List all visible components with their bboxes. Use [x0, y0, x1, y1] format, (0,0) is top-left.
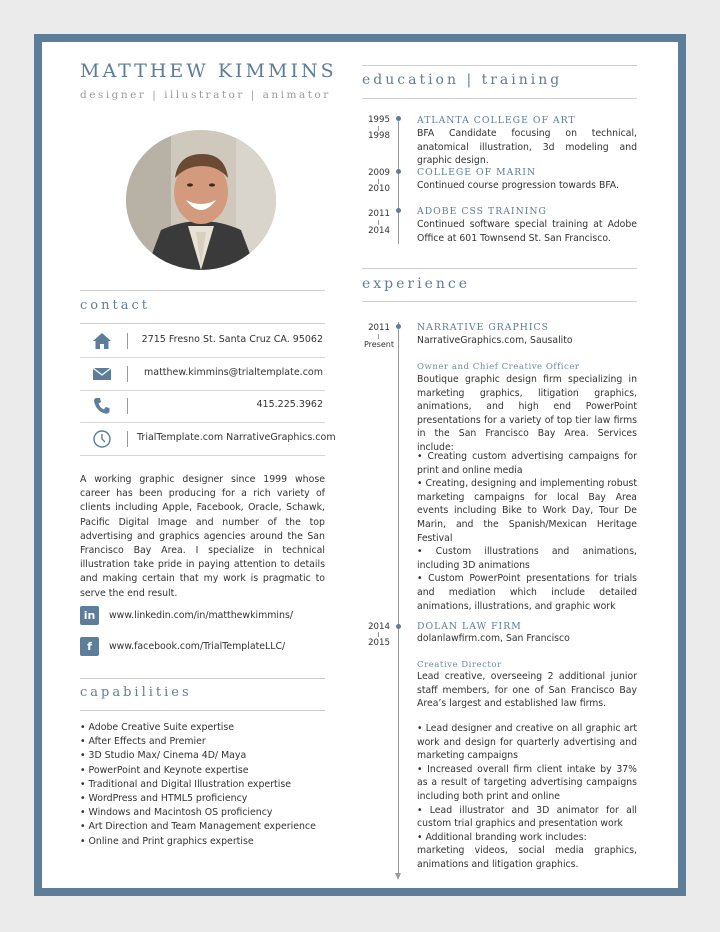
- linkedin-row: [80, 606, 325, 628]
- job-end-year: 2015: [368, 638, 390, 648]
- job-start-year: 2014: [368, 622, 390, 632]
- candidate-roles: designer | illustrator | animator: [80, 89, 331, 101]
- edu-description: BFA Candidate focusing on technical, anatomical illustration, 3d modeling and graphic design.: [417, 128, 637, 167]
- capabilities-list: [80, 721, 316, 849]
- edu-start-year: 1995: [368, 115, 390, 125]
- job-company: NARRATIVE GRAPHICS: [417, 322, 550, 333]
- edu-end-year: 2014: [368, 226, 390, 236]
- timeline-dot: [396, 169, 401, 174]
- capability-item: • Art Direction and Team Management experience: [80, 821, 316, 833]
- candidate-name: MATTHEW KIMMINS: [80, 60, 337, 82]
- education-title: education | training: [362, 72, 563, 88]
- job-end-year: Present: [363, 340, 394, 349]
- contact-separator: [127, 366, 128, 382]
- education-timeline: [398, 116, 399, 244]
- capability-item: • Traditional and Digital Illustration expertise: [80, 778, 291, 790]
- job-location: dolanlawfirm.com, San Francisco: [417, 633, 570, 644]
- experience-title-rule: [362, 301, 637, 302]
- experience-title: experience: [362, 276, 471, 292]
- experience-top-rule: [362, 268, 637, 269]
- capability-item: • 3D Studio Max/ Cinema 4D/ Maya: [80, 750, 247, 762]
- contact-title-rule: [80, 323, 325, 324]
- about-paragraph: A working graphic designer since 1999 whose career has been producing for a rich variety of clients including Apple, Facebook, Oracle, Schawk, Pacific Digital Image and number of the top advertising and graphics agencies around the San Francisco Bay Area. I specialize in technical illustration take pride in paying attention to details and making certain that my work is pragmatic to serve the end result.: [80, 474, 325, 599]
- job-start-year: 2011: [368, 323, 390, 333]
- year-dash: [378, 334, 379, 339]
- phone-text: 415.225.3962: [256, 399, 323, 410]
- timeline-arrow-icon: [395, 873, 401, 880]
- portrait-illustration: [126, 130, 276, 270]
- contact-email-row: [80, 358, 325, 391]
- linkedin-link[interactable]: www.linkedin.com/in/matthewkimmins/: [109, 610, 293, 621]
- address-text: 2715 Fresno St. Santa Cruz CA. 95062: [141, 334, 323, 345]
- edu-description: Continued software special training at Adobe Office at 601 Townsend St. San Francisco.: [417, 219, 637, 244]
- capability-item: • Adobe Creative Suite expertise: [80, 722, 235, 733]
- home-icon: [92, 332, 112, 350]
- edu-start-year: 2009: [368, 168, 390, 178]
- contact-address-row: [80, 325, 325, 358]
- contact-title: contact: [80, 298, 150, 313]
- contact-separator: [127, 431, 128, 447]
- profile-photo: [126, 130, 276, 270]
- capabilities-title-rule: [80, 710, 325, 711]
- capability-item: • WordPress and HTML5 proficiency: [80, 793, 248, 805]
- clock-icon: [92, 430, 112, 448]
- experience-timeline: [398, 322, 399, 874]
- capability-item: • PowerPoint and Keynote expertise: [80, 764, 249, 776]
- edu-end-year: 2010: [368, 184, 390, 194]
- facebook-link[interactable]: www.facebook.com/TrialTemplateLLC/: [109, 641, 286, 652]
- timeline-dot: [396, 208, 401, 213]
- websites-text[interactable]: TrialTemplate.com NarrativeGraphics.com: [137, 432, 336, 443]
- edu-school-name: COLLEGE OF MARIN: [417, 167, 537, 178]
- timeline-dot: [396, 624, 401, 629]
- edu-school-name: ATLANTA COLLEGE OF ART: [417, 115, 576, 126]
- job-role: Owner and Chief Creative Officer: [417, 362, 580, 372]
- year-dash: [378, 632, 379, 637]
- facebook-icon: f: [80, 637, 99, 656]
- timeline-dot: [396, 324, 401, 329]
- capability-item: • After Effects and Premier: [80, 736, 206, 748]
- job-bullets: • Lead designer and creative on all graphic art work and design for quarterly advertising and marketing campaigns • Increased overall firm client intake by 37% as a result of targeting advertising campaigns including both print and online • Lead illustrator and 3D animator for all custom trial graphics and presentation work • Additional branding work includes: marketing videos, social media graphics, animations and litigation graphics.: [417, 723, 637, 870]
- job-summary: Lead creative, overseeing 2 additional junior staff members, for one of San Francisco Bay Area’s largest and established law firms.: [417, 671, 637, 710]
- contact-separator: [127, 333, 128, 349]
- timeline-dot: [396, 116, 401, 121]
- contact-phone-row: [80, 390, 325, 423]
- capability-item: • Online and Print graphics expertise: [80, 835, 254, 847]
- edu-school-name: ADOBE CSS TRAINING: [417, 206, 547, 217]
- job-location: NarrativeGraphics.com, Sausalito: [417, 335, 573, 346]
- facebook-row: [80, 637, 325, 659]
- capability-item: • Windows and Macintosh OS proficiency: [80, 807, 273, 819]
- job-summary: Boutique graphic design firm specializing in marketing graphics, litigation graphics, animations, and high end PowerPoint presentations for a variety of top tier law firms in the San Francisco Bay Area. Services include:: [417, 374, 637, 453]
- job-role: Creative Director: [417, 660, 502, 670]
- edu-start-year: 2011: [368, 209, 390, 219]
- edu-description: Continued course progression towards BFA.: [417, 180, 619, 191]
- job-bullets: • Creating custom advertising campaigns for print and online media • Creating, designing and implementing robust marketing campaigns for local Bay Area events including Bike to Work Day, Tour De Marin, and the Spanish/Mexican Heritage Festival • Custom illustrations and animations, including 3D animations • Custom PowerPoint presentations for trials and mediation which include detailed animations, illustrations, and graphic work: [417, 451, 637, 612]
- capabilities-title: capabilities: [80, 685, 192, 700]
- education-title-rule: [362, 98, 637, 99]
- phone-icon: [92, 397, 112, 415]
- capabilities-top-rule: [80, 678, 325, 679]
- envelope-icon: [92, 365, 112, 383]
- education-top-rule: [362, 65, 637, 66]
- contact-top-rule: [80, 290, 325, 291]
- email-link[interactable]: matthew.kimmins@trialtemplate.com: [144, 367, 323, 378]
- contact-separator: [127, 398, 128, 414]
- year-dash: [378, 220, 379, 225]
- contact-web-row: [80, 423, 336, 456]
- edu-end-year: 1998: [368, 131, 390, 141]
- job-company: DOLAN LAW FIRM: [417, 621, 522, 632]
- linkedin-icon: in: [80, 606, 99, 625]
